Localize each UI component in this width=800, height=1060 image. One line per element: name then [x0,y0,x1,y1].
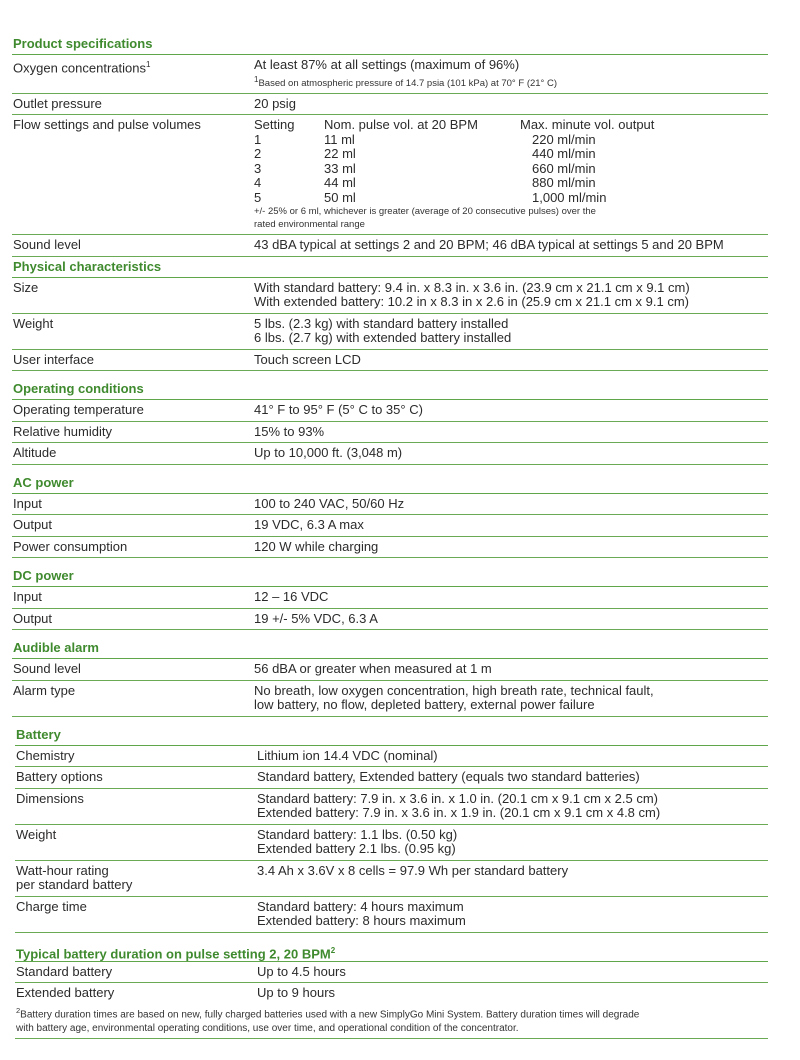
row-value: 100 to 240 VAC, 50/60 Hz [254,495,405,511]
row-label: Sound level [13,661,81,677]
watt-hour-label-line-2: per standard battery [16,877,133,893]
section-audible-alarm [12,638,768,717]
flow-cell: 3 [254,160,262,176]
row-label: Relative humidity [13,423,112,439]
flow-cell: 4 [254,175,262,191]
row-dc-input [12,587,768,609]
size-standard: With standard battery: 9.4 in. x 8.3 in. x 3.6 in. (23.9 cm x 21.1 cm x 9.1 cm) [254,279,690,295]
row-value: 12 – 16 VDC [254,589,329,605]
flow-cell: 33 ml [324,160,356,176]
row-altitude [12,443,768,465]
oxygen-note-text: Based on atmospheric pressure of 14.7 psia (101 kPa) at 70° F (21° C) [258,77,558,89]
row-alarm-sound-level [12,659,768,681]
row-extended-battery-duration [15,983,768,1002]
section-dc-power [12,566,768,630]
weight-standard: 5 lbs. (2.3 kg) with standard battery installed [254,315,509,331]
alarm-type-line-2: low battery, no flow, depleted battery, external power failure [254,697,595,713]
flow-cell: 50 ml [324,189,356,205]
row-value: 41° F to 95° F (5° C to 35° C) [254,402,423,418]
row-value: 3.4 Ah x 3.6V x 8 cells = 97.9 Wh per standard battery [257,862,569,878]
flow-cell: 880 ml/min [532,175,596,191]
watt-hour-label-line-1: Watt-hour rating [16,862,109,878]
row-label: User interface [13,351,94,367]
row-label: Input [13,589,42,605]
row-operating-temperature [12,400,768,422]
row-alarm-type [12,681,768,717]
row-label: Sound level [13,237,81,253]
row-power-consumption [12,537,768,559]
row-label: Output [13,517,53,533]
row-dc-output [12,609,768,631]
row-label: Outlet pressure [13,95,102,111]
row-label: Dimensions [16,790,84,806]
row-value: 56 dBA or greater when measured at 1 m [254,661,492,677]
row-label: Flow settings and pulse volumes [13,117,201,133]
row-value: 43 dBA typical at settings 2 and 20 BPM; 46 dBA typical at settings 5 and 20 BPM [254,237,724,253]
section-title-battery: Battery [15,725,768,746]
flow-cell: 1,000 ml/min [532,189,607,205]
section-operating-conditions [12,379,768,465]
row-value: 120 W while charging [254,538,379,554]
row-label: Size [13,279,39,295]
section-ac-power [12,473,768,559]
section-battery [12,725,768,933]
row-label: Power consumption [13,538,128,554]
flow-cell: 1 [254,131,262,147]
row-ac-input [12,494,768,516]
row-value: 20 psig [254,95,296,111]
duration-title-text: Typical battery duration on pulse setting 2, 20 BPM [16,945,331,961]
flow-header-max-minute: Max. minute vol. output [520,117,655,133]
section-title-ac-power: AC power [12,473,768,494]
flow-note-line-2: rated environmental range [254,219,365,231]
row-standard-battery-duration [15,962,768,984]
footnote-marker: 1 [254,74,259,84]
row-label: Altitude [13,445,57,461]
flow-cell: 5 [254,189,262,205]
row-value: 19 VDC, 6.3 A max [254,517,364,533]
row-label: Charge time [16,898,87,914]
oxygen-footnote [254,73,768,90]
row-charge-time [15,897,768,933]
footnote-text-1: Battery duration times are based on new, fully charged batteries used with a new SimplyGo Mini System. Battery duration times will degrade [20,1008,640,1020]
row-value: 19 +/- 5% VDC, 6.3 A [254,610,378,626]
row-label [13,58,254,90]
row-watt-hour-rating [15,861,768,897]
row-battery-options [15,767,768,789]
row-chemistry [15,746,768,768]
row-weight [12,314,768,350]
row-value: Touch screen LCD [254,351,361,367]
footnote-marker: 2 [330,945,336,955]
row-label [16,864,257,893]
oxygen-value: At least 87% at all settings (maximum of 96%) [254,57,520,72]
charge-time-extended: Extended battery: 8 hours maximum [257,913,466,929]
row-label: Input [13,495,42,511]
spec-sheet [12,34,768,1039]
row-value [254,118,768,231]
row-label: Battery options [16,769,103,785]
section-title-battery-duration [15,941,768,962]
row-value [257,792,768,821]
oxygen-label: Oxygen concentrations [13,60,146,76]
flow-cell: 22 ml [324,146,356,162]
size-extended: With extended battery: 10.2 in x 8.3 in x 2.6 in (25.9 cm x 21.1 cm x 9.1 cm) [254,294,689,310]
footnote-marker: 2 [16,1005,21,1015]
row-value: 15% to 93% [254,423,325,439]
flow-header-pulse-volume: Nom. pulse vol. at 20 BPM [324,117,478,133]
row-relative-humidity [12,422,768,444]
row-label: Weight [13,315,54,331]
row-label: Operating temperature [13,402,144,418]
row-battery-weight [15,825,768,861]
charge-time-standard: Standard battery: 4 hours maximum [257,898,464,914]
dimensions-extended: Extended battery: 7.9 in. x 3.6 in. x 1.9 in. (20.1 cm x 9.1 cm x 4.8 cm) [257,805,661,821]
flow-cell: 2 [254,146,262,162]
row-flow-settings [12,115,768,235]
footnote-line-2: with battery age, environmental operating conditions, use over time, and operational condition of the concentrator. [16,1022,519,1034]
row-dimensions [15,789,768,825]
row-oxygen-concentrations [12,55,768,94]
weight-extended: 6 lbs. (2.7 kg) with extended battery installed [254,330,512,346]
row-label: Output [13,610,53,626]
dimensions-standard: Standard battery: 7.9 in. x 3.6 in. x 1.0 in. (20.1 cm x 9.1 cm x 2.5 cm) [257,790,659,806]
row-size [12,278,768,314]
flow-cell: 660 ml/min [532,160,596,176]
row-label: Chemistry [16,747,75,763]
row-label: Weight [16,826,57,842]
battery-duration-footnote [15,1002,768,1039]
row-value: Up to 4.5 hours [257,963,346,979]
row-ac-output [12,515,768,537]
section-title-physical: Physical characteristics [12,257,768,278]
alarm-type-line-1: No breath, low oxygen concentration, high breath rate, technical fault, [254,682,654,698]
row-value: Up to 9 hours [257,985,336,1001]
section-title-product: Product specifications [12,34,768,55]
section-battery-duration [12,941,768,1039]
row-sound-level [12,235,768,257]
flow-table [254,118,768,205]
row-value: Standard battery, Extended battery (equals two standard batteries) [257,769,640,785]
row-value: Lithium ion 14.4 VDC (nominal) [257,747,438,763]
row-label: Standard battery [16,963,113,979]
row-value [254,58,768,90]
battery-weight-extended: Extended battery 2.1 lbs. (0.95 kg) [257,841,456,857]
section-physical-characteristics [12,257,768,372]
flow-cell: 440 ml/min [532,146,596,162]
row-label: Extended battery [16,985,115,1001]
section-product-specifications [12,34,768,257]
row-value [254,684,768,713]
row-value [257,828,768,857]
section-title-audible-alarm: Audible alarm [12,638,768,659]
section-title-operating: Operating conditions [12,379,768,400]
flow-cell: 44 ml [324,175,356,191]
row-value [257,900,768,929]
flow-cell: 220 ml/min [532,131,596,147]
row-label: Alarm type [13,682,76,698]
section-title-dc-power: DC power [12,566,768,587]
footnote-marker: 1 [145,60,151,69]
footnote-line-1 [16,1004,768,1022]
flow-header-setting: Setting [254,117,295,133]
row-user-interface [12,350,768,372]
flow-note-line-1: +/- 25% or 6 ml, whichever is greater (average of 20 consecutive pulses) over the [254,206,596,218]
row-value [254,281,768,310]
battery-weight-standard: Standard battery: 1.1 lbs. (0.50 kg) [257,826,458,842]
row-value: Up to 10,000 ft. (3,048 m) [254,445,403,461]
flow-cell: 11 ml [324,131,355,147]
row-outlet-pressure [12,94,768,116]
row-value [254,317,768,346]
